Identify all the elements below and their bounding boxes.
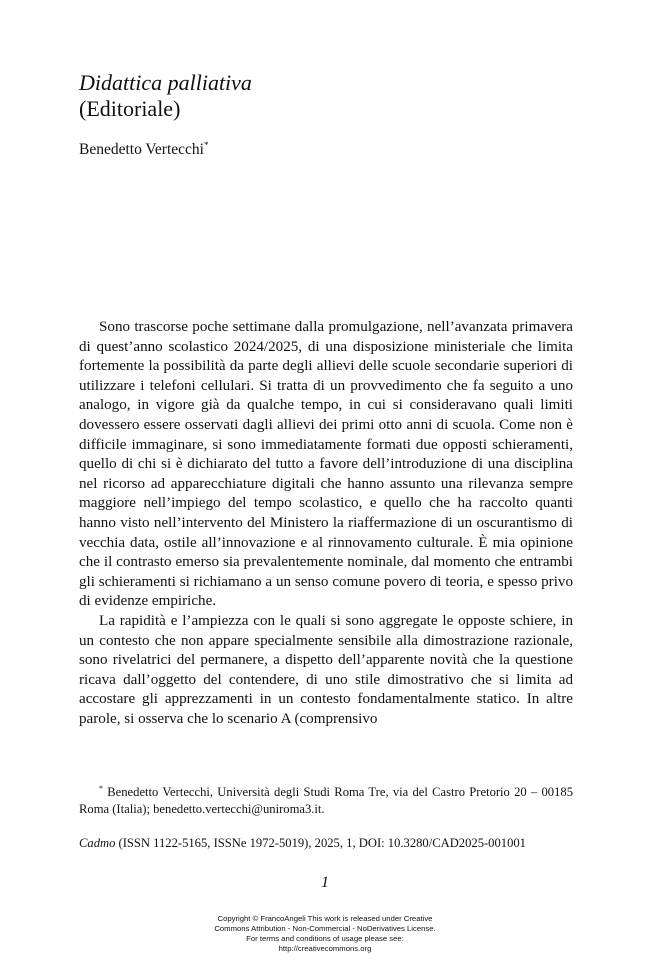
- footnote: [79, 784, 573, 818]
- page-number: 1: [321, 874, 329, 891]
- article-body: [79, 318, 573, 729]
- journal-name: Cadmo: [79, 836, 116, 850]
- footnote-mark: *: [99, 783, 103, 793]
- body-paragraph-2: La rapidità e l’ampiezza con le quali si sono aggregate le opposte schiere, in un contesto che non appare specialmente sensibile alla dimostrazione razionale, sono rivelatrici del permanere, a dispetto dell’apparente novità che la questione ricava dall’oggetto del contendere, di uno stile dimostrativo che si limita ad accostare gli apprezzamenti in un contesto fondamentalmente statico. In altre parole, si osserva che lo scenario A (comprensivo: [79, 612, 573, 727]
- citation-details: (ISSN 1122-5165, ISSNe 1972-5019), 2025, 1, DOI: 10.3280/CAD2025-001001: [115, 836, 526, 850]
- article-subtitle: (Editoriale): [79, 96, 181, 121]
- body-paragraph-1: Sono trascorse poche settimane dalla promulgazione, nell’avanzata primavera di quest’anno scolastico 2024/2025, di una disposizione ministeriale che limita fortemente la possibilità da parte degli allievi delle scuole secondarie superiori di utilizzare i telefoni cellulari. Si tratta di un provvedimento che fa seguito a uno analogo, in vigore già da qualche tempo, in cui si consideravano quali limiti dovessero essere osservati dagli allievi dei primi otto anni di scuola. Come non è difficile immaginare, si sono immediatamente formati due opposti schieramenti, quello di chi si è dichiarato del tutto a favore dell’introduzione di una disciplina nel ricorso ad apparecchiature digitali che hanno assunto una rilevanza sempre maggiore nell’impiego del tempo scolastico, e quello che ha raccolto quanti hanno visto nell’intervento del Ministero la riaffermazione di un oscurantismo di vecchia data, ostile all’innovazione e al rinnovamento culturale. È mia opinione che il contrasto emerso sia prevalentemente nominale, dal momento che entrambi gli schieramenti si richiamano a un senso comune povero di teoria, e spesso privo di evidenze empiriche.: [79, 319, 573, 610]
- journal-citation: [79, 835, 573, 852]
- author-name: Benedetto Vertecchi: [79, 141, 204, 158]
- license-notice: [0, 914, 650, 954]
- license-line-3: For terms and conditions of usage please see:: [246, 934, 404, 943]
- author-footnote-mark: *: [203, 139, 209, 150]
- license-line-1: Copyright © FrancoAngeli This work is released under Creative: [217, 914, 433, 923]
- license-link[interactable]: http://creativecommons.org: [278, 944, 372, 953]
- footnote-text: Benedetto Vertecchi, Università degli Studi Roma Tre, via del Castro Pretorio 20 – 00185 Roma (Italia); benedetto.vertecchi@uniroma3.it.: [79, 785, 573, 816]
- author-line: [79, 140, 208, 160]
- license-line-2: Commons Attribution - Non-Commercial - NoDerivatives License.: [214, 924, 436, 933]
- article-title: Didattica palliativa: [79, 70, 252, 95]
